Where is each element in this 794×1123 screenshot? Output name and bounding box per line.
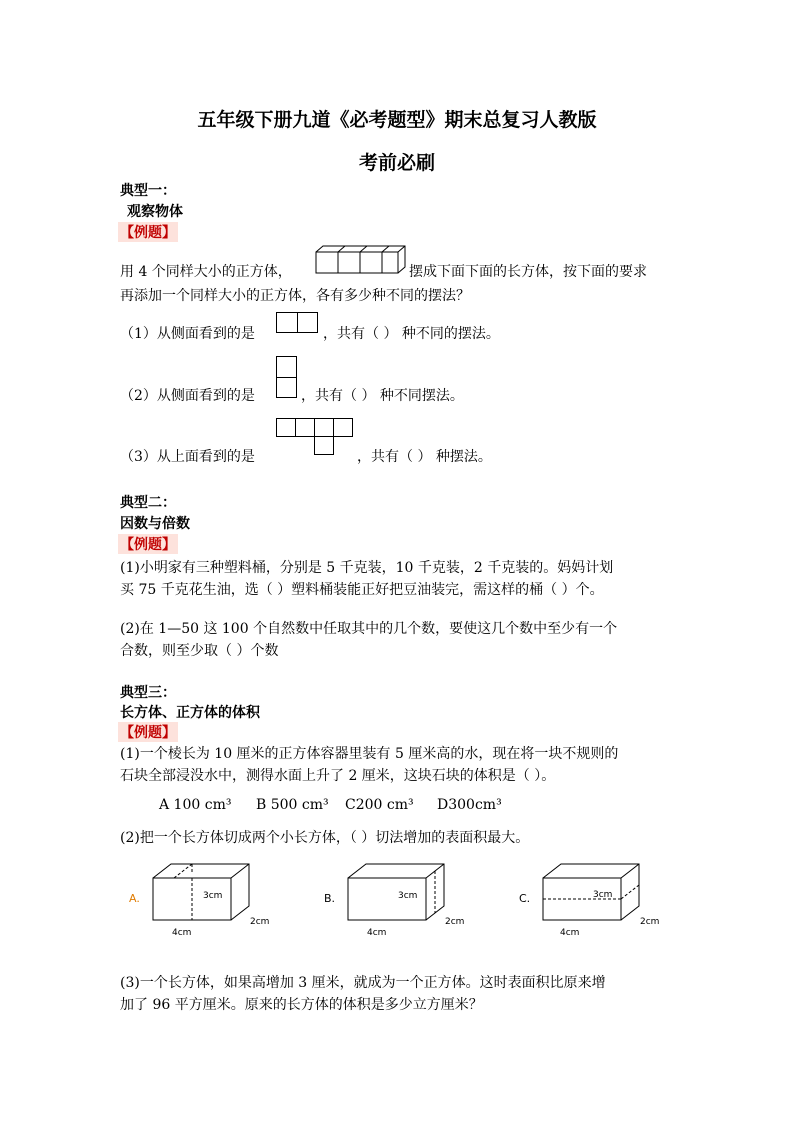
s1-intro-part1: 用 4 个同样大小的正方体， (120, 264, 292, 280)
s3-p1-line1: (1)一个棱长为 10 厘米的正方体容器里装有 5 厘米高的水，现在将一块不规则的 (120, 746, 619, 762)
section-2-topic: 因数与倍数 (120, 516, 190, 532)
section-3-topic: 长方体、正方体的体积 (120, 705, 260, 721)
s3-p1-line2: 石块全部浸没水中，测得水面上升了 2 厘米，这块石块的体积是（ ）。 (120, 768, 556, 784)
figure-c-height: 3cm (593, 890, 613, 900)
s1-q1-text-b: ，共有（ ） 种不同的摆法。 (323, 326, 500, 342)
s1-q2-text-b: ，共有（ ） 种不同摆法。 (301, 388, 464, 404)
four-cubes-figure (312, 244, 408, 276)
s3-p2-line1: (2)把一个长方体切成两个小长方体，（ ）切法增加的表面积最大。 (120, 830, 530, 846)
option-b: B 500 cm³ (256, 797, 329, 813)
side-view-two-squares (276, 312, 318, 333)
figure-a-length: 4cm (172, 928, 192, 938)
figure-b-label: B. (324, 892, 336, 905)
page-title: 五年级下册九道《必考题型》期末总复习人教版 (197, 109, 597, 131)
s1-intro-line2: 再添加一个同样大小的正方体，各有多少种不同的摆法？ (120, 288, 470, 304)
figure-a-height: 3cm (203, 891, 223, 901)
page-subtitle: 考前必刷 (358, 152, 435, 174)
figure-c-length: 4cm (560, 928, 580, 938)
figure-a-width: 2cm (250, 917, 270, 927)
s2-p1-line2: 买 75 千克花生油，选（ ）塑料桶装能正好把豆油装完，需这样的桶（ ）个。 (120, 582, 604, 598)
option-a: A 100 cm³ (159, 797, 232, 813)
section-1-topic: 观察物体 (127, 204, 183, 220)
figure-c-width: 2cm (640, 917, 660, 927)
cuboid-figure-c (515, 860, 675, 940)
section-2-tag: 【例题】 (118, 534, 178, 554)
s1-q3-text-b: ，共有（ ） 种摆法。 (357, 449, 492, 465)
figure-c-label: C. (519, 892, 531, 905)
s1-intro-part2: 摆成下面下面的长方体，按下面的要求 (409, 264, 647, 280)
s3-p3-line1: (3)一个长方体，如果高增加 3 厘米，就成为一个正方体。这时表面积比原来增 (120, 975, 606, 991)
s1-q3-text-a: （3）从上面看到的是 (120, 449, 255, 465)
s1-q2-text-a: （2）从侧面看到的是 (120, 388, 255, 404)
section-3-heading: 典型三： (120, 685, 176, 701)
figure-b-width: 2cm (445, 917, 465, 927)
side-view-stacked-squares (276, 356, 297, 398)
section-1-heading: 典型一： (120, 183, 176, 199)
s2-p1-line1: (1)小明家有三种塑料桶，分别是 5 千克装，10 千克装，2 千克装的。妈妈计划 (120, 560, 614, 576)
section-3-tag: 【例题】 (118, 722, 178, 742)
s2-p2-line1: (2)在 1—50 这 100 个自然数中任取其中的几个数，要使这几个数中至少有一个 (120, 621, 618, 637)
figure-b-length: 4cm (367, 928, 387, 938)
section-1-tag: 【例题】 (118, 222, 178, 242)
s2-p2-line2: 合数，则至少取（ ）个数 (120, 643, 279, 659)
cuboid-figure-b (320, 860, 480, 940)
cuboid-figure-a (125, 860, 285, 940)
option-c: C200 cm³ (345, 797, 414, 813)
figure-b-height: 3cm (398, 891, 418, 901)
option-d: D300cm³ (437, 797, 502, 813)
top-view-t-shape (276, 418, 353, 455)
s1-q1-text-a: （1）从侧面看到的是 (120, 326, 255, 342)
figure-a-label: A. (129, 892, 140, 905)
s3-p3-line2: 加了 96 平方厘米。原来的长方体的体积是多少立方厘米？ (120, 997, 483, 1013)
section-2-heading: 典型二： (120, 495, 176, 511)
